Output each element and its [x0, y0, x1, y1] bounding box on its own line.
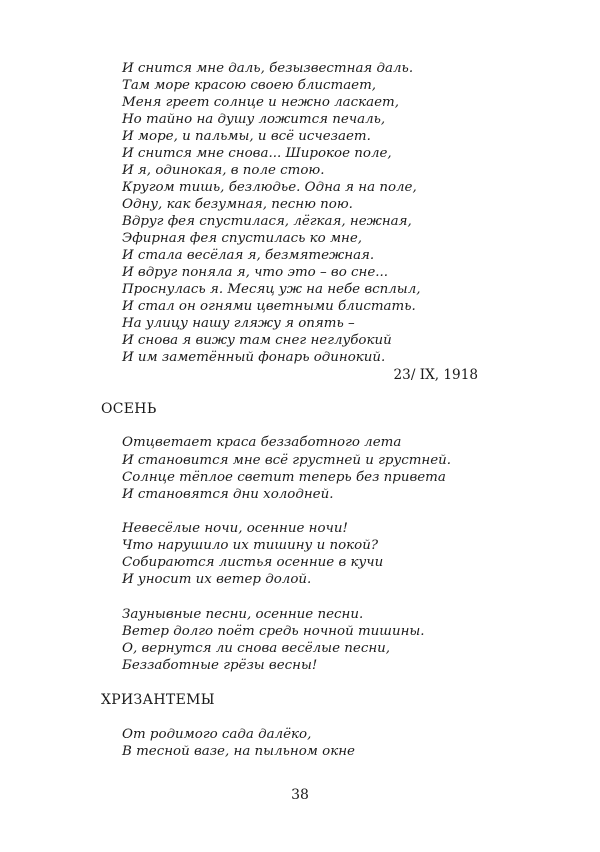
poem-1-line: Там море красою своею блистает,	[122, 78, 377, 93]
poem-1-line: Вдруг фея спустилася, лёгкая, нежная,	[122, 214, 412, 229]
poem-1-line: И вдруг поняла я, что это – во сне...	[122, 265, 389, 280]
poem-2-line: И становятся дни холодней.	[122, 487, 334, 502]
poem-1-line: И море, и пальмы, и всё исчезает.	[122, 129, 371, 144]
poem-1-line: И стал он огнями цветными блистать.	[122, 299, 416, 314]
poem-3-title: ХРИЗАНТЕМЫ	[101, 692, 215, 708]
poem-2-line: Солнце тёплое светит теперь без привета	[122, 470, 446, 485]
poem-2-line: И становится мне всё грустней и грустней.	[122, 453, 452, 468]
poem-1-line: И я, одинокая, в поле стою.	[122, 163, 325, 178]
poem-1-line: И им заметённый фонарь одинокий.	[122, 350, 386, 365]
poem-1-line: Проснулась я. Месяц уж на небе всплыл,	[122, 282, 421, 297]
poem-2-line: Заунывные песни, осенние песни.	[122, 607, 364, 622]
poem-1-line: И стала весёлая я, безмятежная.	[122, 248, 375, 263]
poem-1-line: И снова я вижу там снег неглубокий	[122, 333, 392, 348]
page-number: 38	[291, 787, 309, 803]
poem-1-date: 23/ IX, 1918	[393, 367, 478, 383]
poem-1-line: Но тайно на душу ложится печаль,	[122, 112, 386, 127]
poem-2-line: Ветер долго поёт средь ночной тишины.	[122, 624, 425, 639]
poem-1-line: На улицу нашу гляжу я опять –	[122, 316, 355, 331]
poem-2-line: Беззаботные грёзы весны!	[122, 658, 318, 673]
poem-3-line: В тесной вазе, на пыльном окне	[122, 744, 355, 759]
poem-1-line: И снится мне снова... Широкое поле,	[122, 146, 392, 161]
poem-1-line: Одну, как безумная, песню пою.	[122, 197, 353, 212]
poem-3-line: От родимого сада далёко,	[122, 727, 312, 742]
poem-1-line: Кругом тишь, безлюдье. Одна я на поле,	[122, 180, 417, 195]
poem-2-line: Отцветает краса беззаботного лета	[122, 435, 402, 450]
poem-2-line: Что нарушило их тишину и покой?	[122, 538, 378, 553]
poem-2-line: О, вернутся ли снова весёлые песни,	[122, 641, 391, 656]
poem-1-line: Эфирная фея спустилась ко мне,	[122, 231, 363, 246]
poem-1-line: И снится мне даль, безызвестная даль.	[122, 61, 414, 76]
poem-1-line: Меня греет солнце и нежно ласкает,	[122, 95, 400, 110]
poem-2-line: Собираются листья осенние в кучи	[122, 555, 384, 570]
poem-2-line: Невесёлые ночи, осенние ночи!	[122, 521, 348, 536]
poem-2-title: ОСЕНЬ	[101, 401, 157, 417]
poem-2-line: И уносит их ветер долой.	[122, 572, 312, 587]
